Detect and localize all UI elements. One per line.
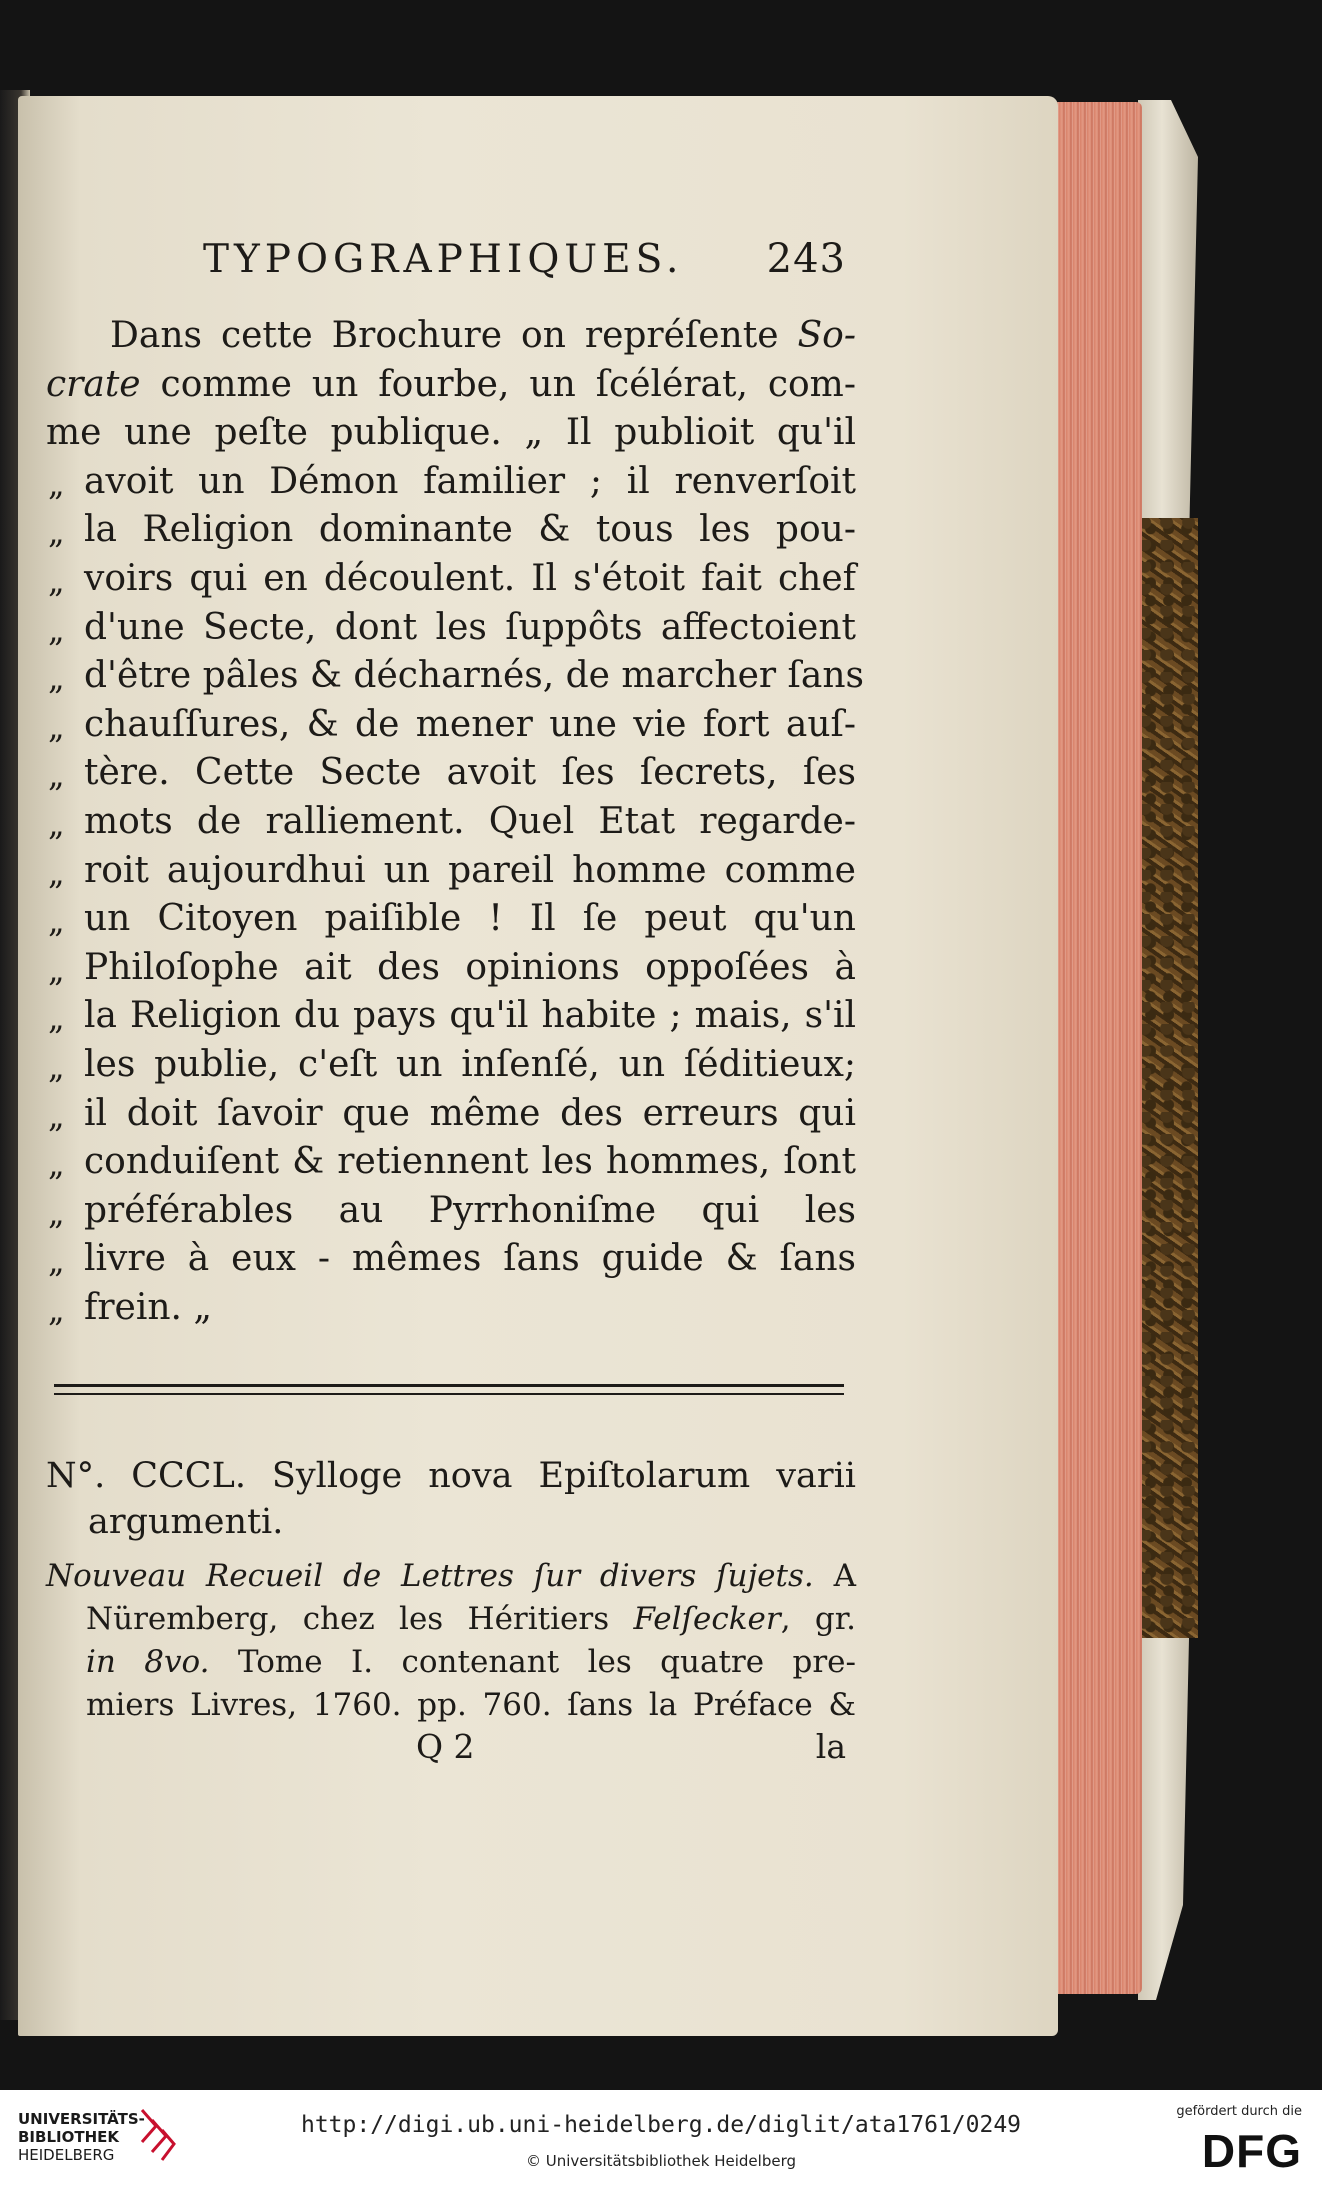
library-name-2: BIBLIOTHEK (18, 2128, 119, 2146)
body-line: „ chauſſures, & de mener une vie fort auſ- (46, 701, 856, 750)
running-head (46, 236, 856, 294)
page-footer-line (46, 1727, 856, 1769)
entry-heading-cont: argumenti. (88, 1502, 284, 1543)
body-text (46, 312, 864, 1332)
library-name-1: UNIVERSITÄTS- (18, 2110, 145, 2128)
bibliographic-entry (46, 1453, 856, 1769)
body-line: „ d'une Secte, dont les ſuppôts affectoient (46, 604, 856, 653)
body-line: „ il doit ſavoir que même des erreurs qui (46, 1090, 856, 1139)
viewer-footer (0, 2090, 1322, 2187)
body-line: „ un Citoyen paiſible ! Il ſe peut qu'un (46, 895, 856, 944)
body-line: „ avoit un Démon familier ; il renverſoit (46, 458, 856, 507)
body-line: „ la Religion dominante & tous les pou- (46, 506, 856, 555)
signature-mark: Q 2 (416, 1727, 475, 1767)
dfg-logo: DFG (1201, 2125, 1302, 2177)
entry-imprint-3: miers Livres, 1760. pp. 760. ſans la Préface & (86, 1687, 856, 1724)
entry-french-title: Nouveau Recueil de Lettres ſur divers ſujets. A (46, 1558, 857, 1595)
funding-note: gefördert durch die (1176, 2104, 1302, 2119)
body-line: „ Philoſophe ait des opinions oppoſées à (46, 944, 856, 993)
body-line: „ conduiſent & retiennent les hommes, ſont (46, 1138, 856, 1187)
page-number: 243 (766, 236, 846, 282)
body-line: „ mots de ralliement. Quel Etat regarde- (46, 798, 856, 847)
body-line: „ d'être pâles & décharnés, de marcher ſans (46, 652, 856, 701)
body-line: Dans cette Brochure on repréſente So- (110, 315, 856, 356)
red-page-edges (1052, 102, 1142, 1994)
body-line: crate comme un fourbe, un ſcélérat, com- (46, 363, 856, 405)
body-line: „ préférables au Pyrrhoniſme qui les (46, 1187, 856, 1236)
entry-heading: N°. CCCL. Sylloge nova Epiſtolarum varii (46, 1456, 856, 1497)
marbled-endpaper (1138, 518, 1198, 1638)
body-line: „ les publie, c'eſt un inſenſé, un ſéditieux; (46, 1041, 856, 1090)
body-line: „ voirs qui en découlent. Il s'étoit fait chef (46, 555, 856, 604)
body-line: me une peſte publique. „ Il publioit qu'il (46, 412, 856, 454)
library-name-3: HEIDELBERG (18, 2146, 115, 2164)
body-line: „ roit aujourdhui un pareil homme comme (46, 847, 856, 896)
page-content (46, 236, 864, 1769)
running-title: TYPOGRAPHIQUES. (203, 237, 684, 282)
entry-imprint-2: in 8vo. Tome I. contenant les quatre pre- (86, 1644, 856, 1681)
permalink-url[interactable]: http://digi.ub.uni-heidelberg.de/diglit/ata1761/0249 (300, 2112, 1022, 2138)
catchword: la (815, 1727, 846, 1767)
body-line: „ frein. „ (46, 1284, 856, 1333)
body-line: „ tère. Cette Secte avoit ſes ſecrets, ſes (46, 749, 856, 798)
entry-imprint-1: Nüremberg, chez les Héritiers Felſecker, gr. (86, 1601, 856, 1638)
body-line: „ la Religion du pays qu'il habite ; mais, s'il (46, 992, 856, 1041)
section-rule (54, 1384, 844, 1395)
copyright-notice: © Universitätsbibliothek Heidelberg (525, 2152, 796, 2170)
body-line: „ livre à eux - mêmes ſans guide & ſans (46, 1235, 856, 1284)
